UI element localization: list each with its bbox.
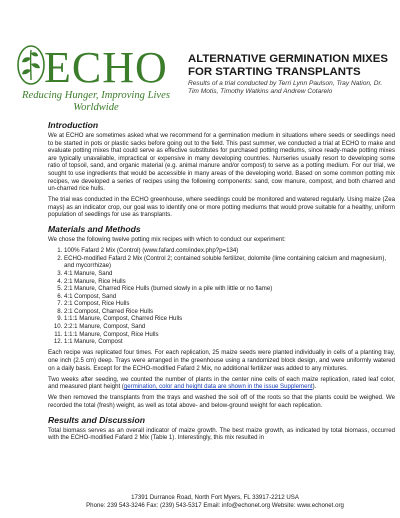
recipe-list (48, 247, 395, 346)
intro-paragraph-1: We at ECHO are sometimes asked what we recommend for a germination medium in situations where seeds or seedlings need to be started in pots or plastic sacks before going out to the field. This past summer, we conducted a trial at ECHO to make and evaluate potting mixes that could serve as effective substitutes for purchased potting mediums, since ready-made potting mixes are typically unavailable, impractical or expensive in many developing countries. Nurseries usually resort to developing some ratio of topsoil, sand, and organic material (e.g. animal manure and/or compost) to serve as a potting medium. For our trial, we sought to use ingredients that would be accessible in many areas of the developing world. Based on some common potting mix recipes, we developed a series of recipes using the following components: sand, cow manure, compost, and both charred and un-charred rice hulls. (48, 132, 395, 193)
methods-paragraph-3: We then removed the transplants from the trays and washed the soil off of the roots so that the plants could be weighed. We recorded the total (fresh) weight, as well as total above- and below-ground weight for each replication. (48, 394, 395, 409)
recipe-item: 11. 1:1:1 Manure, Compost, Rice Hulls (64, 331, 395, 339)
leaf-emblem-icon (16, 44, 46, 86)
document-subtitle: Results of a trial conducted by Terri Lynn Paulson, Tray Nation, Dr. Tim Motis, Timothy Watkins and Andrew Cotarelo (188, 80, 383, 96)
recipe-item: 8. 2:1 Compost, Charred Rice Hulls (64, 308, 395, 316)
footer-address: 17391 Durrance Road, North Fort Myers, FL 33917-2212 USA (131, 494, 299, 501)
recipe-item: 1. 100% Fafard 2 Mix (Control) (www.fafard.com/index.php?p=134) (64, 247, 395, 255)
logo-wordmark: ECHO (44, 43, 168, 92)
page-footer (40, 494, 390, 510)
methods-p2-end: ). (312, 383, 317, 391)
title-line-2: FOR STARTING TRANSPLANTS (188, 65, 361, 78)
logo-tagline (16, 90, 176, 114)
document-title (188, 53, 393, 78)
echo-logo (14, 40, 174, 116)
intro-heading: Introduction (48, 120, 99, 130)
methods-paragraph-1: Each recipe was replicated four times. For each replication, 25 maize seeds were planted individually in cells of a planting tray, one inch (2.5 cm) deep. Trays were arranged in the greenhouse using a randomized block design, and were uniformly watered on a daily basis. Except for the ECHO-modified Fafard 2 Mix, no additional fertilizer was added to any mixtures. (48, 349, 395, 372)
methods-lead: We chose the following twelve potting mix recipes with which to conduct our experiment: (48, 236, 286, 244)
recipe-item: 2. ECHO-modified Fafard 2 Mix (Control 2; contained soluble fertilizer, dolomite (lime containing calcium and magnesium), and mycorrhizae) (64, 255, 395, 270)
recipe-item: 10. 2:2:1 Manure, Compost, Sand (64, 323, 395, 331)
article-body (48, 120, 395, 445)
results-paragraph-1: Total biomass serves as an overall indicator of maize growth. The best maize growth, as indicated by total biomass, occurred with the ECHO-modified Fafard 2 Mix (Table 1). Interestingly, this mix resulted in (48, 426, 395, 442)
recipe-item: 12. 1:1 Manure, Compost (64, 338, 395, 346)
intro-paragraph-2: The trial was conducted in the ECHO greenhouse, where seedlings could be monitored and watered regularly. Using maize (Zea mays) as an indicator crop, our goal was to identify one or more potting mediums that would prove suitable for a healthy, uniform population of seedlings for use as transplants. (48, 196, 395, 219)
tagline-line-1: Reducing Hunger, Improving Lives (22, 90, 170, 101)
recipe-item: 6. 4:1 Compost, Sand (64, 293, 395, 301)
results-heading: Results and Discussion (48, 414, 145, 425)
recipe-item: 3. 4:1 Manure, Sand (64, 270, 395, 278)
methods-heading: Materials and Methods (48, 224, 141, 235)
methods-paragraph-2 (48, 376, 395, 391)
title-line-1: ALTERNATIVE GERMINATION MIXES (188, 53, 388, 65)
recipe-item: 9. 1:1:1 Manure, Compost, Charred Rice Hulls (64, 315, 395, 323)
recipe-item: 7. 2:1 Compost, Rice Hulls (64, 300, 395, 308)
recipe-item: 4. 2:1 Manure, Rice Hulls (64, 278, 395, 286)
recipe-item: 5. 2:1 Manure, Charred Rice Hulls (burned slowly in a pile with little or no flame) (64, 285, 395, 293)
supplement-link[interactable]: germination, color and height data are shown in the issue Supplement (123, 383, 313, 391)
methods-p2-start: Two weeks after seeding, we counted the number of plants in the center nine cells of each maize replication, rated leaf color, and measured plant height ( (48, 375, 395, 391)
footer-contact: Phone: 239 543-3246 Fax: (239) 543-5317 Email: info@echonet.org Website: www.echonet.org (86, 501, 344, 509)
tagline-line-2: Worldwide (73, 102, 119, 113)
